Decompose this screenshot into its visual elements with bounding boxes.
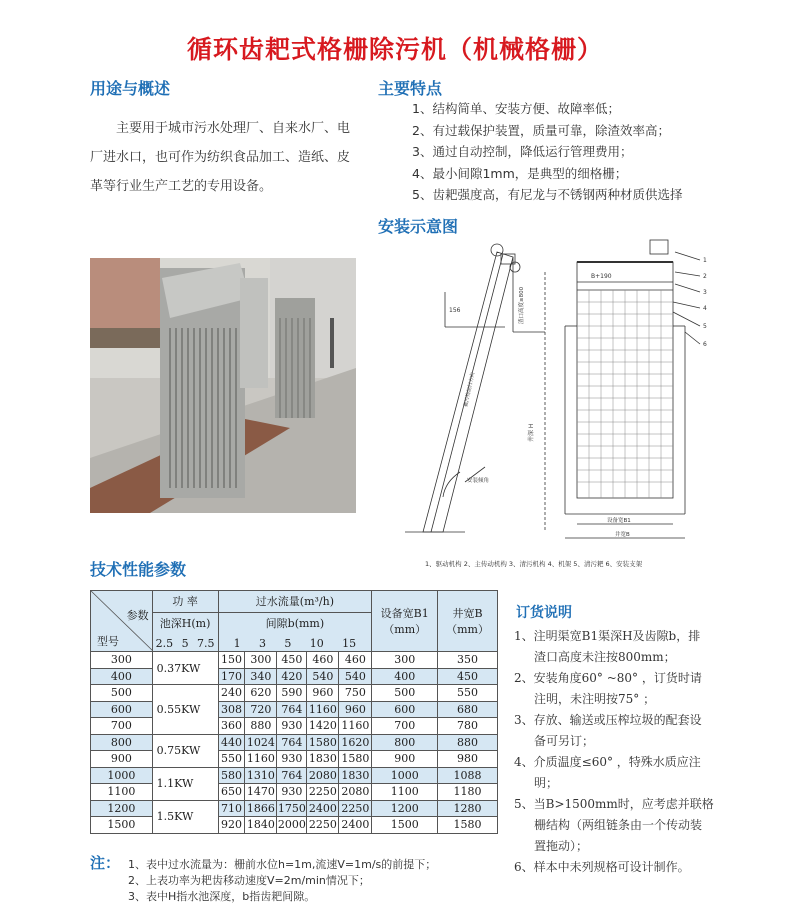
header-power-label: 功 率: [172, 595, 198, 608]
feature-item: 5、齿耙强度高，有尼龙与不锈钢两种材质供选择: [412, 187, 683, 202]
b1-cell: 700: [372, 718, 438, 735]
b1-cell: 400: [372, 668, 438, 685]
part-6: 6: [703, 341, 707, 348]
dim-156: 156: [449, 307, 461, 314]
model-cell: 400: [91, 668, 153, 685]
b1-cell: 500: [372, 685, 438, 702]
flow-cell: 1160: [339, 718, 372, 735]
table-row: [91, 668, 498, 685]
depth-value: 7.5: [196, 637, 215, 650]
usage-line: 革等行业生产工艺的专用设备。: [90, 179, 273, 194]
order-line: 备可另订；: [534, 734, 595, 748]
flow-cell: 960: [307, 685, 339, 702]
model-cell: 600: [91, 701, 153, 718]
gap-values: [219, 631, 372, 650]
model-cell: 300: [91, 652, 153, 669]
flow-cell: 2250: [339, 800, 372, 817]
b1-cell: 1200: [372, 800, 438, 817]
power-cell: 0.55KW: [152, 685, 218, 735]
b-cell: 1088: [438, 767, 498, 784]
model-cell: 900: [91, 751, 153, 768]
usage-text: [90, 114, 380, 201]
header-b-unit: （mm）: [446, 623, 489, 636]
depth-value: 5: [181, 637, 189, 650]
front-view-diagram: [555, 232, 715, 562]
model-cell: 1100: [91, 784, 153, 801]
order-line: 注明，未注明按75° ；: [534, 692, 656, 706]
order-line: 5、当B>1500mm时，应考虑并联格: [514, 797, 714, 811]
order-line: 渣口高度未注按800mm；: [534, 650, 676, 664]
flow-cell: 2000: [277, 818, 306, 832]
depth-values: [153, 631, 218, 650]
flow-cell: 930: [277, 784, 307, 801]
header-gap-label: 间隙b(mm): [219, 612, 372, 631]
note-line: 1、表中过水流量为：栅前水位h=1m,流速V=1m/s的前提下；: [128, 858, 437, 871]
flow-cell: 420: [277, 668, 307, 685]
header-corner: [91, 591, 153, 652]
flow-cell: 764: [277, 767, 307, 784]
angle-label: 安装倾角: [467, 478, 490, 484]
flow-cell: 1840: [246, 818, 275, 832]
b-cell: 880: [438, 734, 498, 751]
order-heading: 订货说明: [516, 605, 572, 621]
width-b-label: 井宽B: [615, 532, 630, 538]
b1-cell: 900: [372, 751, 438, 768]
depth-value: 2.5: [155, 637, 174, 650]
table-row: [91, 718, 498, 735]
flow-cell: 450: [277, 652, 307, 669]
flow-cell: 1470: [246, 785, 275, 799]
flow-cell: 1024: [246, 735, 275, 749]
header-power: [152, 591, 218, 652]
flow-cell: 764: [277, 734, 307, 751]
flow-cell: 460: [307, 652, 339, 669]
flow-cell: 340: [245, 668, 277, 685]
header-model: 型号: [97, 635, 119, 648]
power-cell: 0.37KW: [152, 652, 218, 685]
table-row: [91, 652, 498, 669]
flow-cell: 1310: [246, 768, 275, 782]
flow-cell: 1830: [308, 752, 337, 766]
flow-cell: 1750: [277, 801, 306, 815]
flow-cell: 150: [218, 652, 245, 669]
install-heading: 安装示意图: [378, 217, 459, 236]
flow-cell: 1580: [339, 751, 372, 768]
usage-line: 主要用于城市污水处理厂、自来水厂、电: [116, 121, 351, 136]
feature-item: 3、通过自动控制，降低运行管理费用；: [412, 144, 633, 159]
product-photo-graphic: [90, 258, 356, 513]
part-3: 3: [703, 289, 707, 296]
b-cell: 450: [438, 668, 498, 685]
flow-cell: 650: [218, 784, 245, 801]
order-list: [514, 626, 724, 878]
flow-cell: 2080: [339, 784, 372, 801]
note-line: 3、表中H指水池深度，b指齿耙间隙。: [128, 890, 316, 903]
header-params: 参数: [126, 609, 149, 622]
tech-heading: 技术性能参数: [90, 560, 187, 579]
b-cell: 350: [438, 652, 498, 669]
flow-cell: 1420: [308, 719, 337, 733]
flow-cell: 1160: [308, 702, 337, 716]
header-b1: [372, 591, 438, 652]
flow-cell: 550: [218, 751, 245, 768]
header-b1-label: 设备宽B1: [380, 607, 429, 620]
notes-list: [128, 857, 508, 905]
model-cell: 1000: [91, 767, 153, 784]
table-row: [91, 767, 498, 784]
flow-cell: 308: [218, 701, 245, 718]
flow-cell: 440: [218, 734, 245, 751]
part-1: 1: [703, 257, 707, 264]
power-cell: 1.1KW: [152, 767, 218, 800]
table-row: [91, 685, 498, 702]
table-row: [91, 784, 498, 801]
order-line: 明；: [534, 776, 559, 790]
power-cell: 1.5KW: [152, 800, 218, 833]
flow-cell: 764: [277, 701, 307, 718]
flow-cell: 2400: [308, 801, 337, 815]
header-b-label: 井宽B: [452, 607, 483, 620]
part-4: 4: [703, 305, 707, 312]
flow-cell: 540: [339, 668, 372, 685]
b1-cell: 1000: [372, 767, 438, 784]
flow-cell: 620: [245, 685, 277, 702]
model-cell: 1500: [91, 817, 153, 834]
model-cell: 700: [91, 718, 153, 735]
dim-h800: 渣口高度≥800: [519, 286, 525, 324]
flow-cell: 710: [218, 800, 245, 817]
flow-cell: 930: [277, 718, 307, 735]
b-cell: 1180: [438, 784, 498, 801]
model-cell: 1200: [91, 800, 153, 817]
flow-cell: 2250: [308, 818, 337, 832]
flow-cell: 580: [218, 767, 245, 784]
features-heading: 主要特点: [378, 79, 443, 98]
model-cell: 500: [91, 685, 153, 702]
b-cell: 550: [438, 685, 498, 702]
flow-cell: 590: [277, 685, 307, 702]
b1-cell: 1100: [372, 784, 438, 801]
flow-cell: 960: [339, 701, 372, 718]
gap-value: 3: [259, 637, 267, 650]
header-b1-unit: （mm）: [383, 623, 427, 636]
product-photo: [90, 258, 356, 513]
order-line: 4、介质温度≤60° ，特殊水质应注: [514, 755, 701, 769]
side-view-diagram: [405, 232, 565, 542]
flow-cell: 170: [218, 668, 245, 685]
flow-cell: 930: [277, 751, 307, 768]
power-cell: 0.75KW: [152, 734, 218, 767]
order-line: 栅结构（两组链条由一个传动装: [534, 818, 703, 832]
flow-cell: 2250: [308, 785, 337, 799]
gap-value: 10: [309, 637, 324, 650]
b-cell: 680: [438, 701, 498, 718]
model-cell: 800: [91, 734, 153, 751]
note-line: 2、上表功率为耙齿移动速度V=2m/min情况下；: [128, 874, 370, 887]
flow-cell: 2080: [308, 768, 337, 782]
flow-cell: 720: [245, 701, 277, 718]
part-2: 2: [703, 273, 707, 280]
flow-cell: 920: [218, 817, 245, 834]
header-b: [438, 591, 498, 652]
install-caption: 1、驱动机构 2、主传动机构 3、清污机构 4、机架 5、清污耙 6、安装支架: [425, 560, 643, 568]
b-cell: 1580: [438, 817, 498, 834]
flow-cell: 1160: [246, 752, 275, 766]
b-cell: 780: [438, 718, 498, 735]
header-flow: [218, 591, 372, 652]
b1-cell: 800: [372, 734, 438, 751]
flow-cell: 1620: [339, 734, 372, 751]
flow-cell: 360: [218, 718, 245, 735]
table-row: [91, 817, 498, 834]
feature-item: 1、结构简单、安装方便、故障率低；: [412, 101, 620, 116]
table-row: [91, 751, 498, 768]
order-line: 置拖动）；: [534, 839, 589, 853]
b1-cell: 300: [372, 652, 438, 669]
flow-cell: 460: [339, 652, 372, 669]
features-list: [412, 98, 782, 206]
page-title: 循环齿耙式格栅除污机（机械格栅）: [186, 35, 603, 64]
gap-value: 1: [233, 637, 241, 650]
order-line: 1、注明渠宽B1渠深H及齿隙b，排: [514, 629, 701, 643]
header-flow-label: 过水流量(m³/h): [255, 595, 335, 608]
flow-cell: 1866: [246, 801, 275, 815]
usage-heading: 用途与概述: [90, 79, 171, 98]
table-row: [91, 701, 498, 718]
order-line: 3、存放、输送或压榨垃圾的配套设: [514, 713, 702, 727]
spec-table: [90, 590, 498, 834]
order-line: 6、样本中未列规格可设计制作。: [514, 860, 690, 874]
order-line: 2、安装角度60° ~80° ，订货时请: [514, 671, 702, 685]
flow-cell: 1580: [308, 735, 337, 749]
gap-value: 15: [342, 637, 357, 650]
b-cell: 1280: [438, 800, 498, 817]
flow-cell: 540: [307, 668, 339, 685]
spec-body: [91, 652, 498, 834]
direction-label: 截污物运行方向: [463, 371, 477, 408]
dim-b190: B+190: [591, 273, 612, 280]
usage-line: 厂进水口，也可作为纺织食品加工、造纸、皮: [90, 150, 351, 165]
table-row: [91, 800, 498, 817]
gap-value: 5: [284, 637, 292, 650]
flow-cell: 750: [339, 685, 372, 702]
flow-cell: 2400: [339, 817, 372, 834]
part-5: 5: [703, 323, 707, 330]
flow-cell: 1830: [339, 767, 372, 784]
b1-cell: 600: [372, 701, 438, 718]
width-b1-label: 设备宽B1: [607, 518, 631, 524]
header-depth-label: 池深H(m): [153, 612, 218, 631]
b-cell: 980: [438, 751, 498, 768]
flow-cell: 240: [218, 685, 245, 702]
flow-cell: 300: [245, 652, 277, 669]
table-row: [91, 734, 498, 751]
b1-cell: 1500: [372, 817, 438, 834]
notes-label: 注：: [90, 854, 121, 872]
feature-item: 4、最小间隙1mm，是典型的细格栅；: [412, 165, 628, 181]
depth-label: 井深 H: [528, 423, 535, 442]
feature-item: 2、有过载保护装置，质量可靠，除渣效率高；: [412, 122, 670, 138]
flow-cell: 880: [245, 718, 277, 735]
